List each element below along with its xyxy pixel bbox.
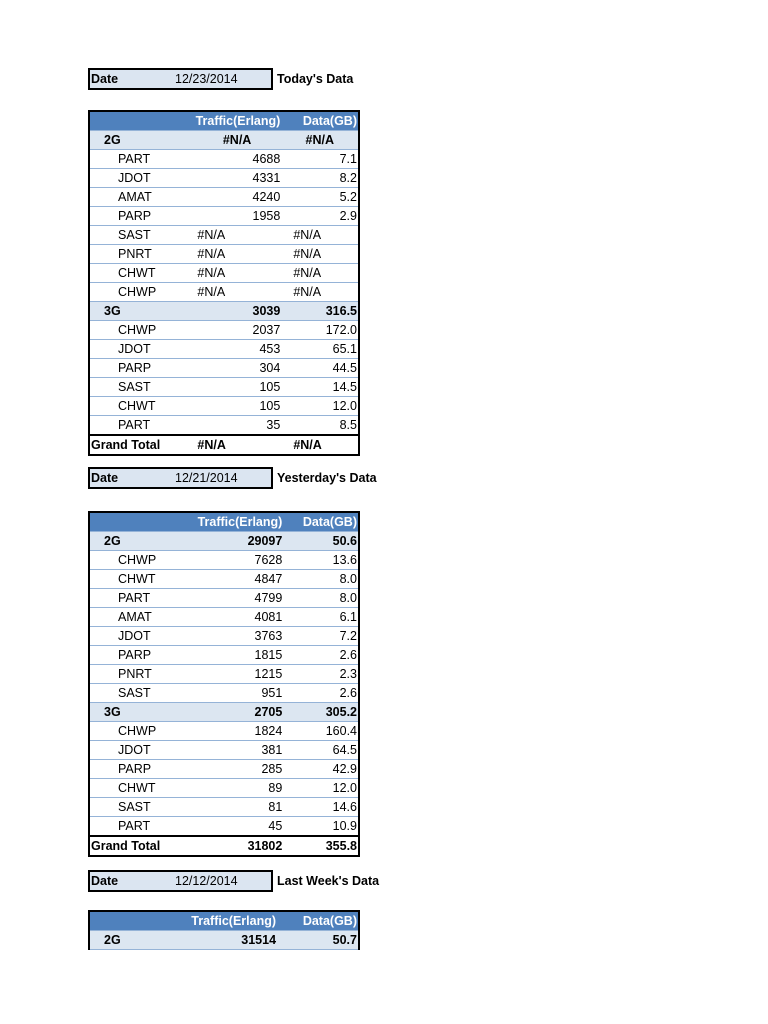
row-label: 3G <box>89 703 187 722</box>
data-value: #N/A <box>281 245 359 264</box>
row-label: Grand Total <box>89 836 187 856</box>
data-value: 14.6 <box>283 798 359 817</box>
data-value: 2.9 <box>281 207 359 226</box>
data-value: 65.1 <box>281 340 359 359</box>
table-row[interactable] <box>89 378 359 397</box>
row-label: PART <box>89 416 177 436</box>
data-value: 7.1 <box>281 150 359 169</box>
data-value: 355.8 <box>283 836 359 856</box>
traffic-value: #N/A <box>177 435 281 455</box>
data-value: 50.6 <box>283 532 359 551</box>
traffic-value: 4081 <box>187 608 283 627</box>
row-label: JDOT <box>89 741 187 760</box>
table-row[interactable] <box>89 169 359 188</box>
row-label: SAST <box>89 226 177 245</box>
row-label: JDOT <box>89 340 177 359</box>
table-row[interactable] <box>89 570 359 589</box>
data-value: #N/A <box>281 226 359 245</box>
column-header-traffic[interactable]: Traffic(Erlang) <box>187 512 283 532</box>
date-box <box>88 467 273 489</box>
date-row-yesterday <box>88 468 377 488</box>
row-label: 2G <box>89 931 178 950</box>
row-label: PARP <box>89 760 187 779</box>
data-value: 13.6 <box>283 551 359 570</box>
traffic-value: 285 <box>187 760 283 779</box>
header-row <box>89 111 359 131</box>
grand-total-row[interactable] <box>89 435 359 455</box>
row-label: Grand Total <box>89 435 177 455</box>
row-label: PNRT <box>89 665 187 684</box>
data-value: #N/A <box>281 283 359 302</box>
date-label: Date <box>91 72 119 86</box>
row-label: CHWT <box>89 397 177 416</box>
traffic-value: #N/A <box>177 283 281 302</box>
date-row-last-week <box>88 871 379 891</box>
row-label: 2G <box>89 131 177 150</box>
row-label: SAST <box>89 378 177 397</box>
row-label: AMAT <box>89 608 187 627</box>
data-value: 64.5 <box>283 741 359 760</box>
pivot-table-last-week <box>88 910 360 950</box>
column-header-traffic[interactable]: Traffic(Erlang) <box>177 111 281 131</box>
traffic-value: 89 <box>187 779 283 798</box>
traffic-value: 105 <box>177 378 281 397</box>
table-row[interactable] <box>89 551 359 570</box>
traffic-value: 4240 <box>177 188 281 207</box>
data-value: 6.1 <box>283 608 359 627</box>
data-value: 160.4 <box>283 722 359 741</box>
group-row[interactable] <box>89 532 359 551</box>
table-row[interactable] <box>89 321 359 340</box>
table-row[interactable] <box>89 589 359 608</box>
table-row[interactable] <box>89 359 359 378</box>
traffic-value: 4688 <box>177 150 281 169</box>
row-label: CHWP <box>89 722 187 741</box>
row-label: PART <box>89 817 187 837</box>
data-value: 5.2 <box>281 188 359 207</box>
column-header-data[interactable]: Data(GB) <box>277 911 359 931</box>
traffic-value: 1815 <box>187 646 283 665</box>
traffic-value: 304 <box>177 359 281 378</box>
row-label: SAST <box>89 798 187 817</box>
traffic-value: 2705 <box>187 703 283 722</box>
traffic-value: 105 <box>177 397 281 416</box>
data-value: 12.0 <box>283 779 359 798</box>
traffic-value: 3763 <box>187 627 283 646</box>
row-label: CHWP <box>89 551 187 570</box>
data-value: 8.2 <box>281 169 359 188</box>
table-row[interactable] <box>89 397 359 416</box>
table-row[interactable] <box>89 779 359 798</box>
traffic-value: 381 <box>187 741 283 760</box>
row-label: PART <box>89 589 187 608</box>
traffic-value: 4331 <box>177 169 281 188</box>
traffic-value: 45 <box>187 817 283 837</box>
date-box <box>88 68 273 90</box>
data-value: 172.0 <box>281 321 359 340</box>
row-label: PNRT <box>89 245 177 264</box>
data-value: 8.5 <box>281 416 359 436</box>
traffic-value: 7628 <box>187 551 283 570</box>
table-row[interactable] <box>89 817 359 837</box>
row-label: JDOT <box>89 169 177 188</box>
row-label: 3G <box>89 302 177 321</box>
table-row[interactable] <box>89 665 359 684</box>
traffic-value: 1215 <box>187 665 283 684</box>
grand-total-row[interactable] <box>89 836 359 856</box>
data-value: 44.5 <box>281 359 359 378</box>
row-label: AMAT <box>89 188 177 207</box>
row-label: CHWT <box>89 779 187 798</box>
pivot-table-yesterday <box>88 511 360 857</box>
table-row[interactable] <box>89 283 359 302</box>
group-row[interactable] <box>89 131 359 150</box>
data-value: 7.2 <box>283 627 359 646</box>
traffic-value: 81 <box>187 798 283 817</box>
data-value: 12.0 <box>281 397 359 416</box>
table-row[interactable] <box>89 722 359 741</box>
traffic-value: #N/A <box>177 264 281 283</box>
section-caption: Yesterday's Data <box>277 471 377 485</box>
group-row[interactable] <box>89 302 359 321</box>
data-value: 42.9 <box>283 760 359 779</box>
data-value: 8.0 <box>283 589 359 608</box>
date-label: Date <box>91 874 119 888</box>
table-row[interactable] <box>89 188 359 207</box>
table-row[interactable] <box>89 646 359 665</box>
header-blank <box>89 512 187 532</box>
table-row[interactable] <box>89 226 359 245</box>
data-value: 8.0 <box>283 570 359 589</box>
pivot-table-today <box>88 110 360 456</box>
row-label: PARP <box>89 359 177 378</box>
row-label: SAST <box>89 684 187 703</box>
section-caption: Last Week's Data <box>277 874 380 888</box>
column-header-data[interactable]: Data(GB) <box>283 512 359 532</box>
header-row <box>89 512 359 532</box>
data-value: 14.5 <box>281 378 359 397</box>
table-row[interactable] <box>89 207 359 226</box>
date-value[interactable]: 12/23/2014 <box>175 72 238 86</box>
row-label: CHWT <box>89 570 187 589</box>
data-value: 305.2 <box>283 703 359 722</box>
header-blank <box>89 911 178 931</box>
table-row[interactable] <box>89 416 359 436</box>
row-label: PART <box>89 150 177 169</box>
data-value: 10.9 <box>283 817 359 837</box>
traffic-value: 35 <box>177 416 281 436</box>
row-label: CHWT <box>89 264 177 283</box>
date-row-today <box>88 69 353 89</box>
traffic-value: 31514 <box>178 931 277 950</box>
table-row[interactable] <box>89 245 359 264</box>
row-label: CHWP <box>89 283 177 302</box>
traffic-value: 3039 <box>177 302 281 321</box>
group-row[interactable] <box>89 931 359 950</box>
section-caption: Today's Data <box>277 72 354 86</box>
row-label: CHWP <box>89 321 177 340</box>
traffic-value: 2037 <box>177 321 281 340</box>
column-header-data[interactable]: Data(GB) <box>281 111 359 131</box>
table-row[interactable] <box>89 627 359 646</box>
row-label: PARP <box>89 207 177 226</box>
traffic-value: 4799 <box>187 589 283 608</box>
table-row[interactable] <box>89 150 359 169</box>
table-row[interactable] <box>89 760 359 779</box>
data-value: 2.6 <box>283 684 359 703</box>
row-label: 2G <box>89 532 187 551</box>
header-blank <box>89 111 177 131</box>
traffic-value: 4847 <box>187 570 283 589</box>
data-value: 316.5 <box>281 302 359 321</box>
traffic-value: 951 <box>187 684 283 703</box>
data-value: #N/A <box>281 435 359 455</box>
traffic-value: 1958 <box>177 207 281 226</box>
traffic-value: 29097 <box>187 532 283 551</box>
header-row <box>89 911 359 931</box>
date-box <box>88 870 273 892</box>
data-value: #N/A <box>281 264 359 283</box>
group-row[interactable] <box>89 703 359 722</box>
table-row[interactable] <box>89 340 359 359</box>
column-header-traffic[interactable]: Traffic(Erlang) <box>178 911 277 931</box>
row-label: PARP <box>89 646 187 665</box>
data-value: 2.3 <box>283 665 359 684</box>
table-row[interactable] <box>89 798 359 817</box>
traffic-value: 453 <box>177 340 281 359</box>
traffic-value: 31802 <box>187 836 283 856</box>
traffic-value: #N/A <box>177 226 281 245</box>
table-row[interactable] <box>89 608 359 627</box>
data-value: 2.6 <box>283 646 359 665</box>
data-value: 50.7 <box>277 931 359 950</box>
date-value[interactable]: 12/12/2014 <box>175 874 238 888</box>
date-label: Date <box>91 471 119 485</box>
traffic-value: #N/A <box>177 245 281 264</box>
date-value[interactable]: 12/21/2014 <box>175 471 238 485</box>
table-row[interactable] <box>89 741 359 760</box>
table-row[interactable] <box>89 264 359 283</box>
data-value: #N/A <box>281 131 359 150</box>
row-label: JDOT <box>89 627 187 646</box>
traffic-value: 1824 <box>187 722 283 741</box>
table-row[interactable] <box>89 684 359 703</box>
traffic-value: #N/A <box>177 131 281 150</box>
